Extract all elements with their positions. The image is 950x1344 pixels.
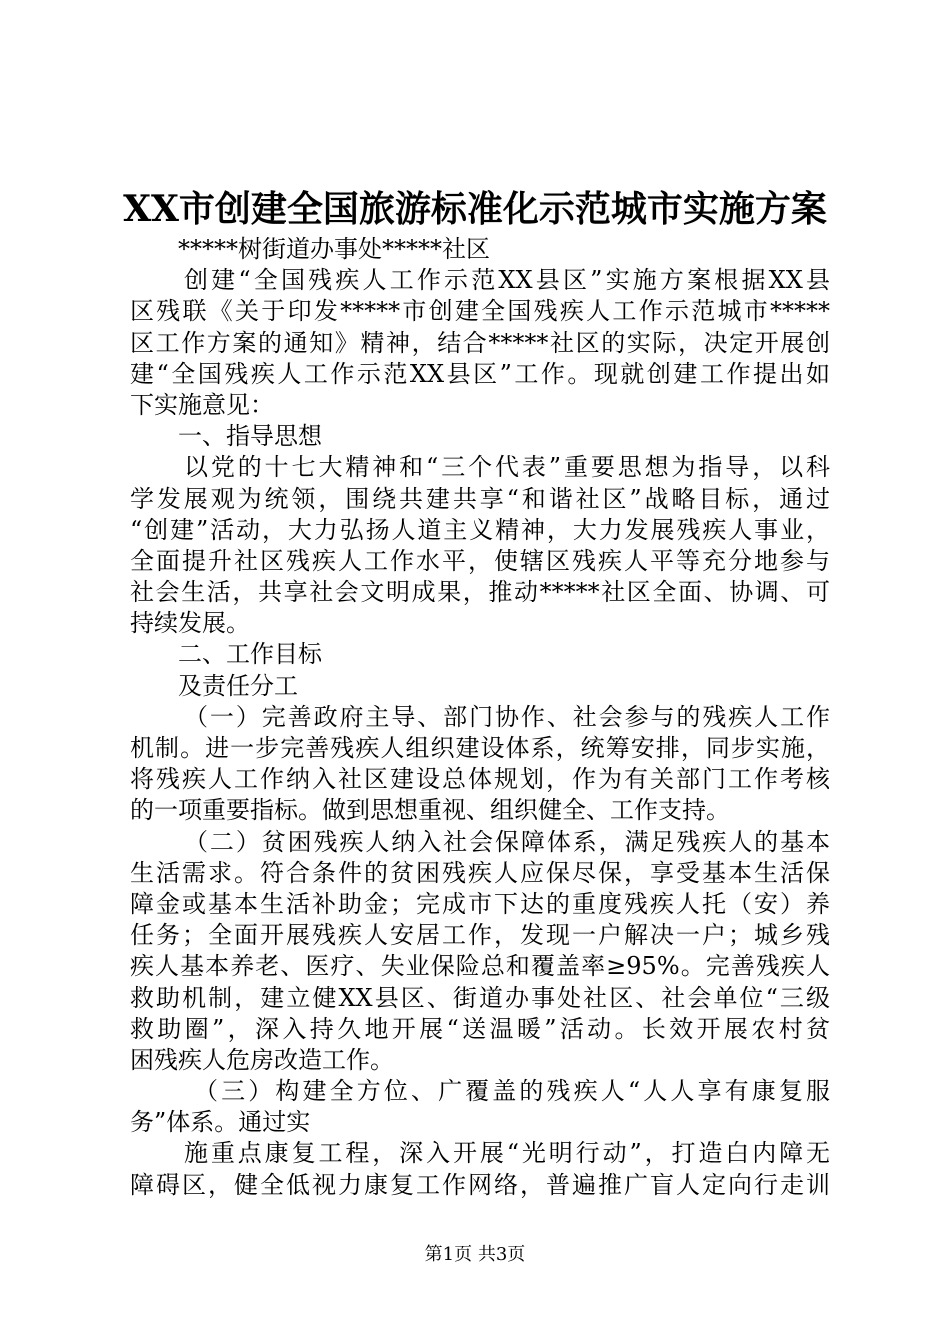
paragraph-line: 生活需求。符合条件的贫困残疾人应保尽保，享受基本生活保 (130, 858, 830, 887)
paragraph-line: （一）完善政府主导、部门协作、社会参与的残疾人工作 (184, 702, 830, 731)
paragraph-line: 任务；全面开展残疾人安居工作，发现一户解决一户；城乡残 (130, 921, 830, 950)
paragraph-line: “创建”活动，大力弘扬人道主义精神，大力发展残疾人事业， (130, 515, 830, 544)
paragraph-line: （三）构建全方位、广覆盖的残疾人“人人享有康复服 (194, 1077, 830, 1106)
page-number: 第1页 共3页 (424, 1244, 526, 1265)
paragraph-line: 的一项重要指标。做到思想重视、组织健全、工作支持。 (130, 796, 730, 825)
paragraph-line: 救助圈”，深入持久地开展“送温暖”活动。长效开展农村贫 (130, 1014, 830, 1043)
paragraph-line: 障碍区，健全低视力康复工作网络，普遍推广盲人定向行走训 (130, 1170, 830, 1199)
paragraph-line: 务”体系。通过实 (130, 1108, 311, 1137)
section-heading: 一、指导思想 (178, 422, 322, 451)
paragraph-line: 持续发展。 (130, 609, 250, 638)
paragraph-line: 学发展观为统领，围绕共建共享“和谐社区”战略目标，通过 (130, 484, 830, 513)
paragraph-line: 区工作方案的通知》精神，结合*****社区的实际，决定开展创 (130, 328, 830, 357)
paragraph-line: 困残疾人危房改造工作。 (130, 1045, 394, 1074)
paragraph-line: 障金或基本生活补助金；完成市下达的重度残疾人托（安）养 (130, 889, 830, 918)
paragraph-line: 以党的十七大精神和“三个代表”重要思想为指导，以科 (184, 453, 830, 482)
paragraph-line: 区残联《关于印发*****市创建全国残疾人工作示范城市***** (130, 297, 830, 326)
document-title: XX市创建全国旅游标准化示范城市实施方案 (123, 188, 827, 230)
paragraph-line: 全面提升社区残疾人工作水平，使辖区残疾人平等充分地参与 (130, 546, 830, 575)
paragraph-line: 疾人基本养老、医疗、失业保险总和覆盖率≥95%。完善残疾人 (130, 952, 830, 981)
paragraph-line: 救助机制，建立健XX县区、街道办事处社区、社会单位“三级 (130, 983, 830, 1012)
community-name-line: *****树街道办事处*****社区 (178, 235, 490, 263)
document-body (130, 234, 830, 1201)
paragraph-line: 施重点康复工程，深入开展“光明行动”，打造白内障无 (184, 1139, 830, 1168)
paragraph-line: 机制。进一步完善残疾人组织建设体系，统筹安排，同步实施， (130, 734, 830, 762)
paragraph-line: 将残疾人工作纳入社区建设总体规划，作为有关部门工作考核 (130, 765, 830, 794)
paragraph-line: 社会生活，共享社会文明成果，推动*****社区全面、协调、可 (130, 578, 830, 607)
section-heading-continuation: 及责任分工 (178, 671, 298, 700)
paragraph-line: 建“全国残疾人工作示范XX县区”工作。现就创建工作提出如 (130, 359, 830, 388)
paragraph-line: 下实施意见： (130, 390, 274, 419)
paragraph-line: 创建“全国残疾人工作示范XX县区”实施方案根据XX县 (184, 266, 830, 295)
section-heading: 二、工作目标 (178, 640, 322, 669)
paragraph-line: （二）贫困残疾人纳入社会保障体系，满足残疾人的基本 (184, 827, 830, 856)
